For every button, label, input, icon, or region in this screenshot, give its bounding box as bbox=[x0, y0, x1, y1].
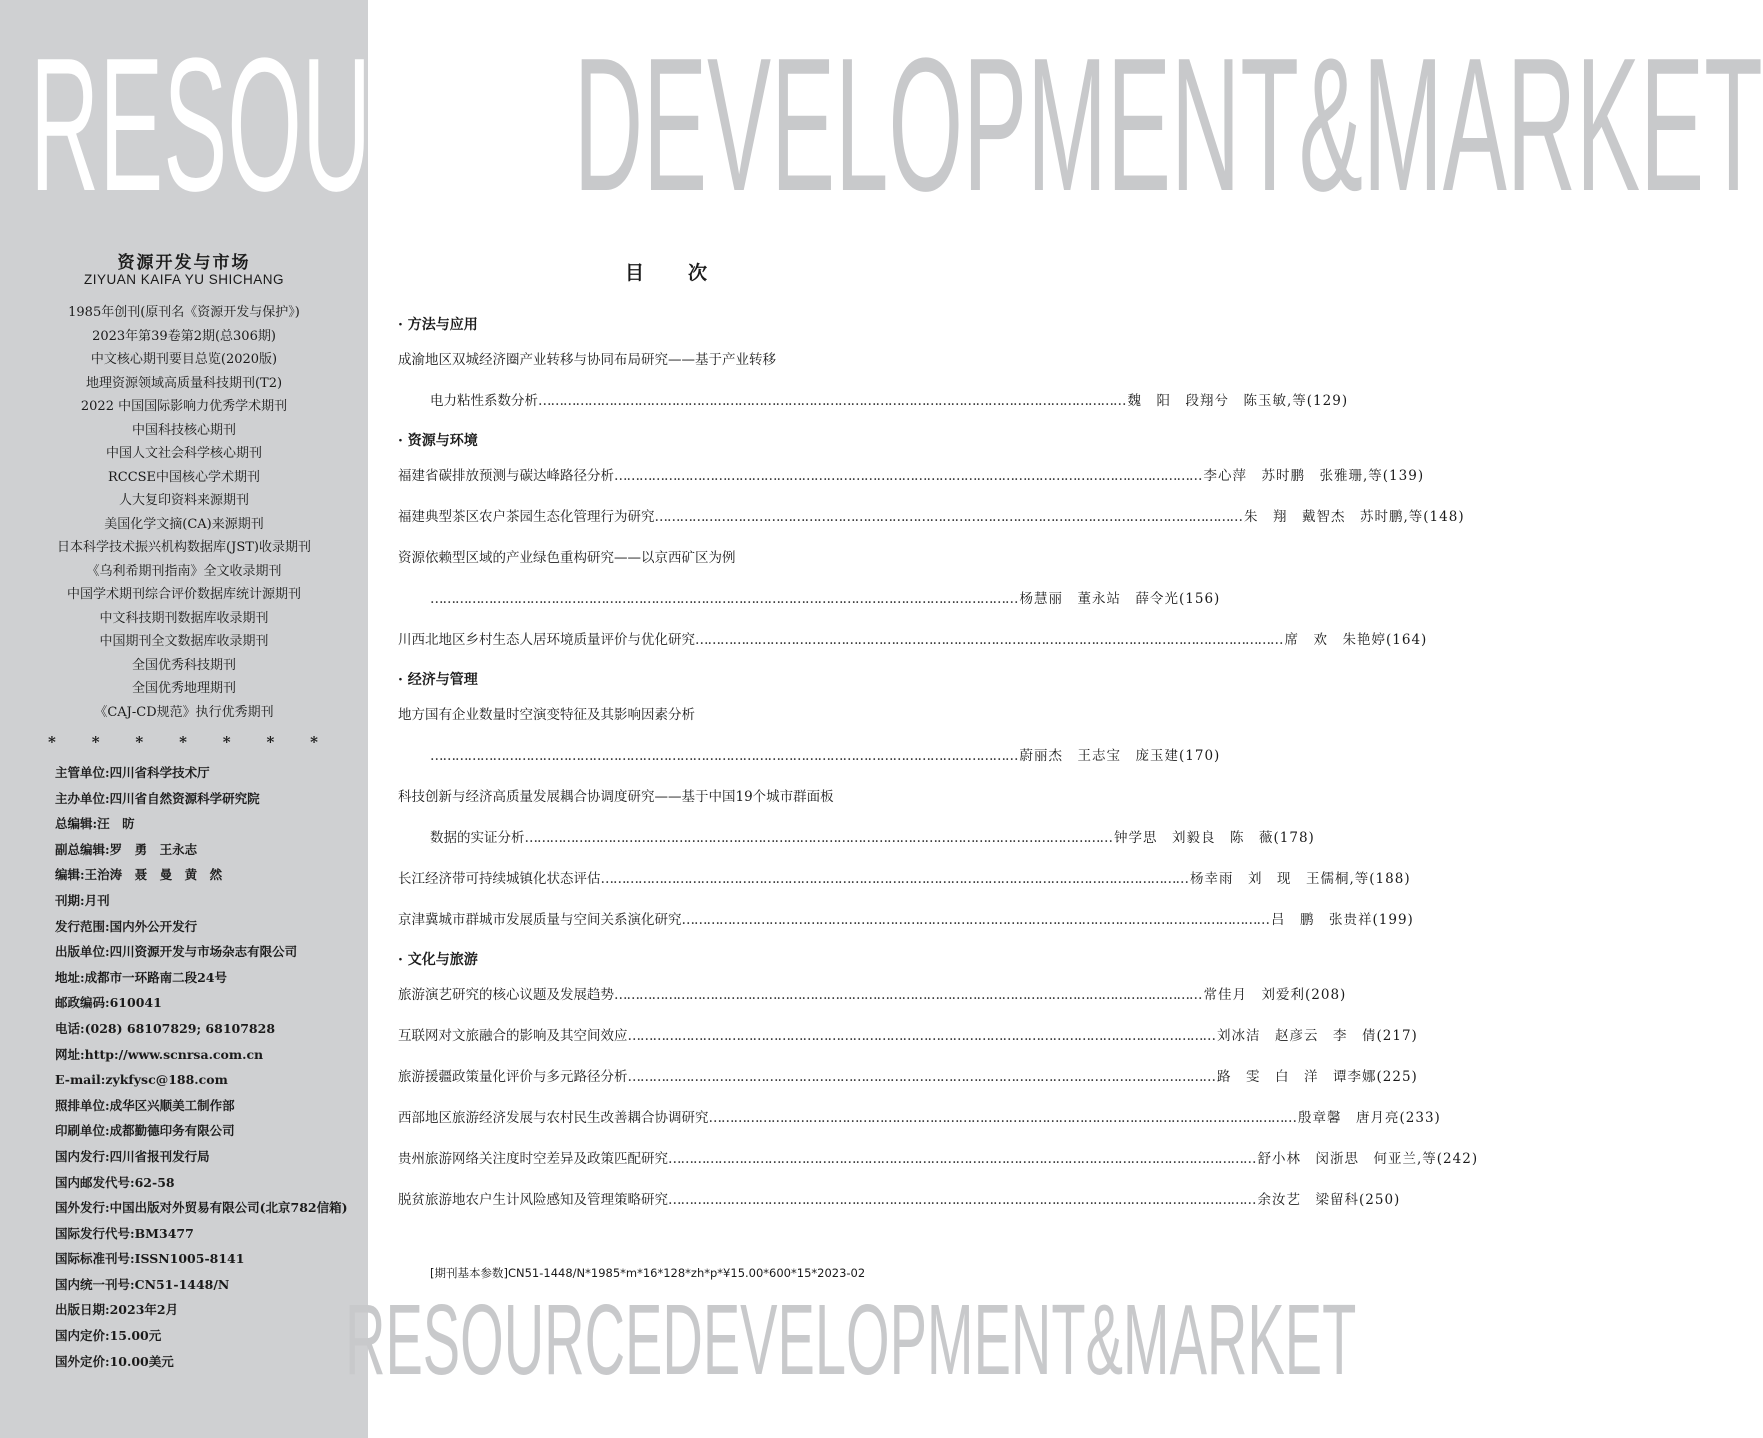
toc-entry-authors: 李心萍 苏时鹏 张雅珊,等(139) bbox=[1203, 468, 1425, 484]
toc-entry-authors: 钟学思 刘毅良 陈 薇(178) bbox=[1114, 830, 1315, 846]
toc-entry-authors: 朱 翔 戴智杰 苏时鹏,等(148) bbox=[1244, 509, 1465, 525]
header-banner bbox=[30, 19, 1763, 231]
toc-entry[interactable] bbox=[398, 818, 1315, 859]
toc-entry-authors: 余汝艺 梁留科(250) bbox=[1257, 1192, 1401, 1208]
toc-entry-title: 地方国有企业数量时空演变特征及其影响因素分析 bbox=[398, 707, 695, 723]
publication-info-line: 出版日期:2023年2月 bbox=[55, 1302, 179, 1318]
publication-info-line: 国外发行:中国出版对外贸易有限公司(北京782信箱) bbox=[55, 1200, 348, 1216]
publication-info-line: 总编辑:汪 昉 bbox=[55, 816, 135, 832]
toc-section-heading: · 方法与应用 bbox=[398, 317, 478, 333]
publication-info-line: 邮政编码:610041 bbox=[55, 995, 162, 1011]
toc-entry-title: 数据的实证分析 bbox=[430, 830, 525, 846]
publication-info-line: 主管单位:四川省科学技术厅 bbox=[55, 765, 210, 780]
leader-dots bbox=[682, 900, 1270, 941]
leader-dots bbox=[668, 1180, 1256, 1221]
toc-entry-title: 资源依赖型区域的产业绿色重构研究——以京西矿区为例 bbox=[398, 550, 736, 566]
leader-dots bbox=[628, 1057, 1216, 1098]
toc-entry[interactable] bbox=[398, 975, 1347, 1016]
journal-info-line: 2023年第39卷第2期(总306期) bbox=[92, 328, 276, 344]
toc-entry-authors: 杨幸雨 刘 现 王儒桐,等(188) bbox=[1190, 871, 1411, 887]
journal-info-line: 2022 中国国际影响力优秀学术期刊 bbox=[80, 399, 288, 414]
leader-dots bbox=[614, 975, 1202, 1016]
toc-entry[interactable] bbox=[398, 1098, 1441, 1139]
toc-entry[interactable] bbox=[398, 900, 1414, 941]
toc-entry-authors: 魏 阳 段翔兮 陈玉敏,等(129) bbox=[1127, 393, 1349, 409]
toc-entry-authors: 蔚丽杰 王志宝 庞玉建(170) bbox=[1019, 748, 1221, 764]
leader-dots bbox=[430, 579, 1018, 620]
footer-banner bbox=[345, 1284, 1357, 1396]
journal-info-line: 中国期刊全文数据库收录期刊 bbox=[99, 634, 269, 649]
toc-entry-title: 成渝地区双城经济圈产业转移与协同布局研究——基于产业转移 bbox=[398, 352, 776, 368]
toc-entry-title: 旅游援疆政策量化评价与多元路径分析 bbox=[398, 1069, 628, 1085]
journal-info-line: 地理资源领域高质量科技期刊(T2) bbox=[85, 375, 283, 391]
publication-info-line: 国内发行:四川省报刊发行局 bbox=[55, 1148, 210, 1164]
star-glyph: * bbox=[135, 733, 144, 751]
star-divider bbox=[48, 733, 318, 751]
journal-info-line: 1985年创刊(原刊名《资源开发与保护》) bbox=[68, 305, 300, 320]
toc-entry[interactable] bbox=[398, 620, 1428, 661]
leader-dots bbox=[525, 818, 1113, 859]
publication-info-list bbox=[55, 760, 348, 1374]
toc-entry[interactable] bbox=[398, 340, 988, 381]
journal-pinyin: ZIYUAN KAIFA YU SHICHANG bbox=[83, 272, 285, 287]
publication-info-line: 国内定价:15.00元 bbox=[55, 1328, 162, 1344]
toc-entry[interactable] bbox=[398, 497, 1465, 538]
toc-entry-title: 旅游演艺研究的核心议题及发展趋势 bbox=[398, 987, 614, 1003]
star-glyph: * bbox=[310, 733, 318, 751]
journal-info-line: RCCSE中国核心学术期刊 bbox=[107, 469, 261, 485]
toc-section-heading: · 经济与管理 bbox=[398, 672, 478, 688]
toc-entry[interactable] bbox=[398, 538, 988, 579]
toc-entry-title: 电力粘性系数分析 bbox=[430, 393, 538, 409]
toc-entry[interactable] bbox=[398, 1180, 1401, 1221]
publication-info-line: 主办单位:四川省自然资源科学研究院 bbox=[55, 790, 260, 806]
journal-info-line: 中国学术期刊综合评价数据库统计源期刊 bbox=[66, 587, 301, 602]
toc-entry-title: 川西北地区乡村生态人居环境质量评价与优化研究 bbox=[398, 632, 695, 648]
toc-entry-authors: 刘冰洁 赵彦云 李 倩(217) bbox=[1217, 1028, 1418, 1044]
toc-entry-title: 福建省碳排放预测与碳达峰路径分析 bbox=[398, 468, 614, 484]
toc-entry-authors: 常佳月 刘爱利(208) bbox=[1203, 987, 1347, 1003]
table-of-contents bbox=[398, 306, 1479, 1221]
journal-info-line: 美国化学文摘(CA)来源期刊 bbox=[104, 516, 264, 532]
toc-entry-title: 西部地区旅游经济发展与农村民生改善耦合协调研究 bbox=[398, 1110, 709, 1126]
toc-entry-title: 科技创新与经济高质量发展耦合协调度研究——基于中国19个城市群面板 bbox=[398, 789, 834, 805]
journal-info-line: 日本科学技术振兴机构数据库(JST)收录期刊 bbox=[57, 540, 311, 555]
publication-info-line: E-mail:zykfysc@188.com bbox=[55, 1072, 228, 1088]
publication-info-line: 地址:成都市一环路南二段24号 bbox=[55, 969, 228, 985]
toc-entry-title: 长江经济带可持续城镇化状态评估 bbox=[398, 871, 601, 887]
toc-entry-authors: 席 欢 朱艳婷(164) bbox=[1284, 632, 1428, 648]
journal-info-line: 《乌利希期刊指南》全文收录期刊 bbox=[86, 563, 282, 579]
leader-dots bbox=[538, 381, 1126, 422]
toc-entry-title: 脱贫旅游地农户生计风险感知及管理策略研究 bbox=[398, 1192, 668, 1208]
star-glyph: * bbox=[91, 733, 100, 751]
toc-entry[interactable] bbox=[398, 1016, 1418, 1057]
toc-entry-authors: 路 雯 白 洋 谭李娜(225) bbox=[1217, 1069, 1418, 1085]
toc-entry-title: 京津冀城市群城市发展质量与空间关系演化研究 bbox=[398, 912, 682, 928]
leader-dots bbox=[695, 620, 1283, 661]
toc-entry-authors: 舒小林 闵浙思 何亚兰,等(242) bbox=[1257, 1151, 1479, 1167]
star-glyph: * bbox=[48, 733, 56, 751]
toc-entry[interactable] bbox=[398, 456, 1425, 497]
toc-section-heading: · 文化与旅游 bbox=[398, 952, 478, 968]
toc-entry[interactable] bbox=[398, 736, 1221, 777]
publication-info-line: 照排单位:成华区兴顺美工制作部 bbox=[55, 1097, 235, 1113]
star-glyph: * bbox=[266, 733, 275, 751]
journal-parameters: [期刊基本参数]CN51-1448/N*1985*m*16*128*zh*p*¥15.00*600*15*2023-02 bbox=[430, 1266, 866, 1280]
leader-dots bbox=[655, 497, 1243, 538]
toc-entry[interactable] bbox=[398, 1139, 1479, 1180]
journal-info-line: 中国人文社会科学核心期刊 bbox=[105, 446, 262, 461]
toc-entry[interactable] bbox=[398, 859, 1411, 900]
publication-info-line: 网址:http://www.scnrsa.com.cn bbox=[55, 1046, 264, 1062]
footer-banner-text: RESOURCEDEVELOPMENT&MARKET bbox=[345, 1284, 1357, 1396]
toc-title: 目次 bbox=[625, 262, 752, 284]
leader-dots bbox=[668, 1139, 1256, 1180]
publication-info-line: 国际标准刊号:ISSN1005-8141 bbox=[55, 1251, 245, 1267]
publication-info-line: 电话:(028) 68107829; 68107828 bbox=[55, 1020, 276, 1036]
journal-info-line: 全国优秀科技期刊 bbox=[131, 657, 236, 673]
toc-entry[interactable] bbox=[398, 1057, 1418, 1098]
banner-part2: DEVELOPMENT&MARKET bbox=[573, 19, 1763, 231]
publication-info-line: 国际发行代号:BM3477 bbox=[55, 1225, 194, 1241]
journal-info-line: 《CAJ-CD规范》执行优秀期刊 bbox=[94, 704, 274, 720]
journal-info-line: 中文科技期刊数据库收录期刊 bbox=[99, 610, 269, 626]
leader-dots bbox=[628, 1016, 1216, 1057]
toc-entry-title: 贵州旅游网络关注度时空差异及政策匹配研究 bbox=[398, 1151, 668, 1167]
publication-info-line: 发行范围:国内外公开发行 bbox=[55, 918, 198, 934]
publication-info-line: 国外定价:10.00美元 bbox=[55, 1353, 174, 1369]
toc-entry-authors: 杨慧丽 董永站 薛令光(156) bbox=[1019, 591, 1221, 607]
journal-info-line: 全国优秀地理期刊 bbox=[131, 681, 236, 696]
journal-title: 资源开发与市场 bbox=[117, 253, 251, 273]
toc-entry-title: 福建典型茶区农户茶园生态化管理行为研究 bbox=[398, 509, 655, 525]
toc-section-heading: · 资源与环境 bbox=[398, 433, 478, 449]
toc-entry-authors: 殷章馨 唐月亮(233) bbox=[1298, 1110, 1441, 1126]
publication-info-line: 国内统一刊号:CN51-1448/N bbox=[55, 1276, 230, 1292]
toc-entry-authors: 吕 鹏 张贵祥(199) bbox=[1271, 912, 1414, 928]
star-glyph: * bbox=[222, 733, 231, 751]
publication-info-line: 印刷单位:成都勤德印务有限公司 bbox=[55, 1123, 235, 1139]
publication-info-line: 编辑:王治涛 聂 曼 黄 然 bbox=[55, 867, 223, 883]
publication-info-line: 出版单位:四川资源开发与市场杂志有限公司 bbox=[55, 944, 298, 960]
toc-entry[interactable] bbox=[398, 695, 988, 736]
leader-dots bbox=[709, 1098, 1297, 1139]
leader-dots bbox=[614, 456, 1202, 497]
journal-info-line: 中国科技核心期刊 bbox=[131, 422, 236, 438]
banner-part1: RESOURCE bbox=[30, 19, 574, 231]
toc-entry[interactable] bbox=[398, 579, 1221, 620]
toc-entry[interactable] bbox=[398, 381, 1349, 422]
journal-info-line: 中文核心期刊要目总览(2020版) bbox=[90, 352, 278, 367]
star-glyph: * bbox=[179, 733, 187, 751]
publication-info-line: 刊期:月刊 bbox=[55, 892, 110, 908]
toc-entry[interactable] bbox=[398, 777, 988, 818]
journal-info-line: 人大复印资料来源期刊 bbox=[118, 493, 249, 508]
publication-info-line: 副总编辑:罗 勇 王永志 bbox=[55, 841, 198, 857]
leader-dots bbox=[430, 736, 1018, 777]
toc-entry-title: 互联网对文旅融合的影响及其空间效应 bbox=[398, 1028, 628, 1044]
publication-info-line: 国内邮发代号:62-58 bbox=[55, 1174, 175, 1190]
leader-dots bbox=[601, 859, 1189, 900]
journal-info-list bbox=[0, 301, 368, 724]
